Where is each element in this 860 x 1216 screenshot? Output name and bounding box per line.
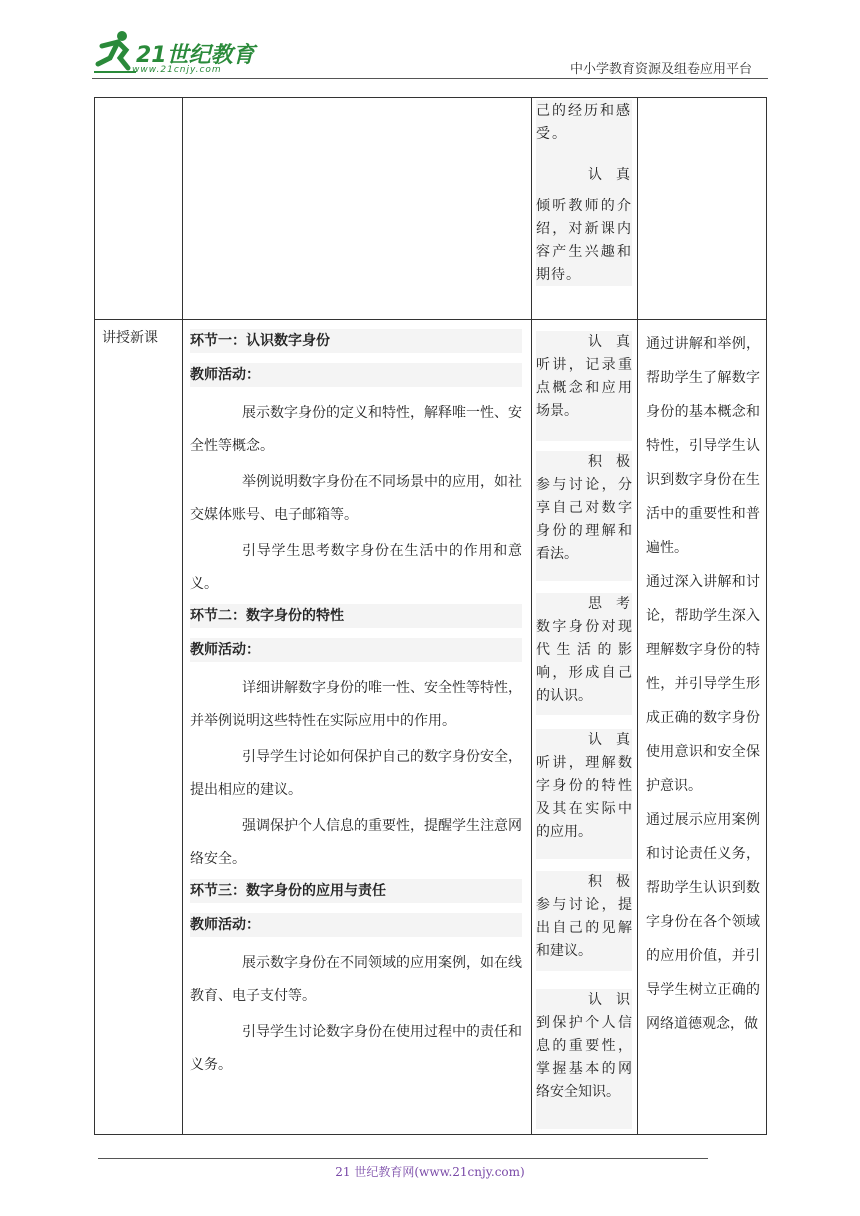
design-intent-cell (646, 327, 760, 1041)
stage-label: 讲授新课 (102, 330, 158, 346)
logo-text: 21世纪教育 (136, 43, 255, 68)
student-text: 听讲，记录重点概念和应用场景。 (536, 357, 632, 419)
table-row-divider (94, 319, 767, 320)
intent-paragraph: 通过展示应用案例和讨论责任义务，帮助学生认识到数字身份在各个领域的应用价值，并引导学生树立正确的网络道德观念，做 (646, 812, 760, 1032)
student-block (536, 729, 644, 859)
table-border-top (94, 97, 767, 98)
student-block (536, 989, 644, 1129)
teacher-paragraph: 展示数字身份在不同领域的应用案例，如在线教育、电子支付等。 (190, 955, 522, 1004)
student-text: 参与讨论，提出自己的见解和建议。 (536, 897, 632, 959)
teacher-paragraph: 举例说明数字身份在不同场景中的应用，如社交媒体账号、电子邮箱等。 (190, 474, 522, 523)
student-block (536, 593, 644, 715)
student-lead: 思考 (588, 596, 644, 612)
site-logo (92, 28, 272, 78)
teacher-paragraph: 引导学生讨论数字身份在使用过程中的责任和义务。 (190, 1024, 522, 1073)
teacher-paragraph: 展示数字身份的定义和特性，解释唯一性、安全性等概念。 (190, 405, 522, 454)
student-lead: 积极 (588, 454, 644, 470)
header-divider (92, 78, 768, 79)
platform-title: 中小学教育资源及组卷应用平台 (569, 62, 752, 77)
section-subheading: 教师活动： (190, 363, 522, 387)
page-header (0, 0, 860, 80)
table-col-divider-3 (637, 97, 638, 1135)
lesson-plan-table (94, 97, 767, 1135)
student-text: 倾听教师的介绍，对新课内容产生兴趣和期待。 (536, 198, 632, 283)
page-footer: 21 世纪教育网(www.21cnjy.com) (335, 1165, 525, 1179)
section-subheading: 教师活动： (190, 638, 522, 662)
intent-paragraph: 通过深入讲解和讨论，帮助学生深入理解数字身份的特性，并引导学生形成正确的数字身份使用意识和安全保护意识。 (646, 574, 760, 794)
section-heading: 环节三：数字身份的应用与责任 (190, 879, 522, 903)
table-col-divider-1 (182, 97, 183, 1135)
table-border-right (766, 97, 767, 1135)
section-heading: 环节一：认识数字身份 (190, 329, 522, 353)
logo-url: www.21cnjy.com (132, 65, 222, 75)
student-text: 数字身份对现代生活的影响，形成自己的认识。 (536, 619, 632, 704)
teacher-paragraph: 引导学生讨论如何保护自己的数字身份安全，提出相应的建议。 (190, 749, 522, 798)
intent-paragraph: 通过讲解和举例，帮助学生了解数字身份的基本概念和特性，引导学生认识到数字身份在生活中的重要性和普遍性。 (646, 336, 760, 556)
student-lead: 积极 (588, 874, 644, 890)
table-border-bottom (94, 1134, 767, 1135)
student-text: 到保护个人信息的重要性，掌握基本的网络安全知识。 (536, 1015, 632, 1100)
student-text: 听讲，理解数字身份的特性及其在实际中的应用。 (536, 755, 632, 840)
student-lead: 认真 (588, 732, 644, 748)
student-lead: 认识 (588, 992, 644, 1008)
section-heading: 环节二：数字身份的特性 (190, 604, 522, 628)
teacher-activity-cell (190, 329, 522, 1085)
footer-divider (98, 1158, 708, 1159)
teacher-paragraph: 强调保护个人信息的重要性，提醒学生注意网络安全。 (190, 818, 522, 867)
table-border-left (94, 97, 95, 1135)
student-text: 己的经历和感受。 (536, 103, 632, 142)
student-text: 参与讨论，分享自己对数字身份的理解和看法。 (536, 477, 632, 562)
student-lead: 认真 (588, 167, 644, 183)
section-subheading: 教师活动： (190, 913, 522, 937)
student-block (536, 451, 644, 581)
student-block (536, 331, 644, 441)
student-block (536, 871, 644, 971)
teacher-paragraph: 引导学生思考数字身份在生活中的作用和意义。 (190, 543, 522, 592)
student-lead: 认真 (588, 334, 644, 350)
row1-student-cell (536, 100, 644, 286)
table-col-divider-2 (531, 97, 532, 1135)
teacher-paragraph: 详细讲解数字身份的唯一性、安全性等特性，并举例说明这些特性在实际应用中的作用。 (190, 680, 522, 729)
